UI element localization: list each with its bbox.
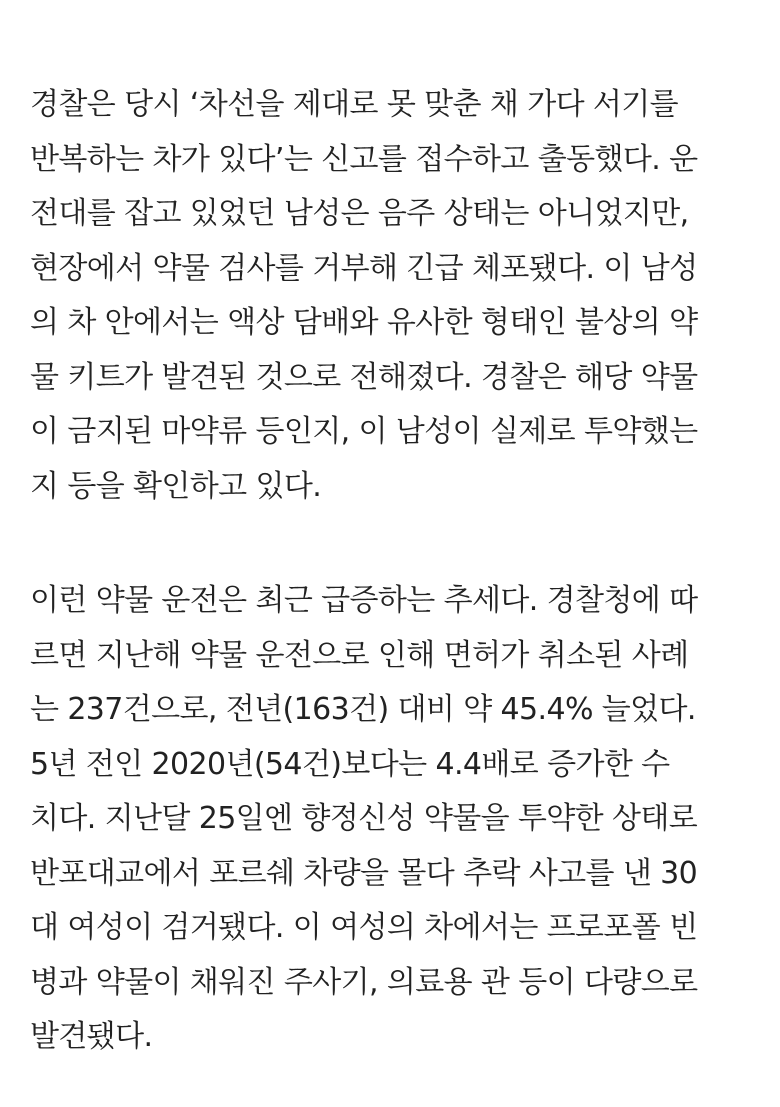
text-line: 경찰은 당시 ‘차선을 제대로 못 맞춘 채 가다 서기를 (30, 87, 679, 122)
text-line: 발견됐다. (30, 1019, 153, 1054)
paragraph-2 (30, 574, 750, 1065)
text-line: 이 금지된 마약류 등인지, 이 남성이 실제로 투약했는 (30, 414, 698, 449)
text-line: 이런 약물 운전은 최근 급증하는 추세다. 경찰청에 따 (30, 583, 698, 618)
text-line: 르면 지난해 약물 운전으로 인해 면허가 취소된 사례 (30, 637, 689, 673)
text-line: 치다. 지난달 25일엔 향정신성 약물을 투약한 상태로 (30, 801, 698, 836)
text-line: 의 차 안에서는 액상 담배와 유사한 형태인 불상의 약 (30, 305, 698, 340)
text-line: 는 237건으로, 전년(163건) 대비 약 45.4% 늘었다. (30, 692, 696, 727)
text-line: 물 키트가 발견된 것으로 전해졌다. 경찰은 해당 약물 (30, 359, 698, 395)
text-line: 전대를 잡고 있었던 남성은 음주 상태는 아니었지만, (30, 196, 689, 231)
paragraph-1 (30, 78, 750, 514)
article-body (30, 78, 750, 1065)
text-line: 지 등을 확인하고 있다. (30, 468, 322, 504)
text-line: 5년 전인 2020년(54건)보다는 4.4배로 증가한 수 (30, 746, 670, 782)
text-line: 반포대교에서 포르쉐 차량을 몰다 추락 사고를 낸 30 (30, 855, 698, 891)
text-line: 반복하는 차가 있다’는 신고를 접수하고 출동했다. 운 (30, 141, 698, 177)
text-line: 대 여성이 검거됐다. 이 여성의 차에서는 프로포폴 빈 (30, 910, 698, 945)
text-line: 현장에서 약물 검사를 거부해 긴급 체포됐다. 이 남성 (30, 250, 698, 286)
text-line: 병과 약물이 채워진 주사기, 의료용 관 등이 다량으로 (30, 964, 698, 1000)
